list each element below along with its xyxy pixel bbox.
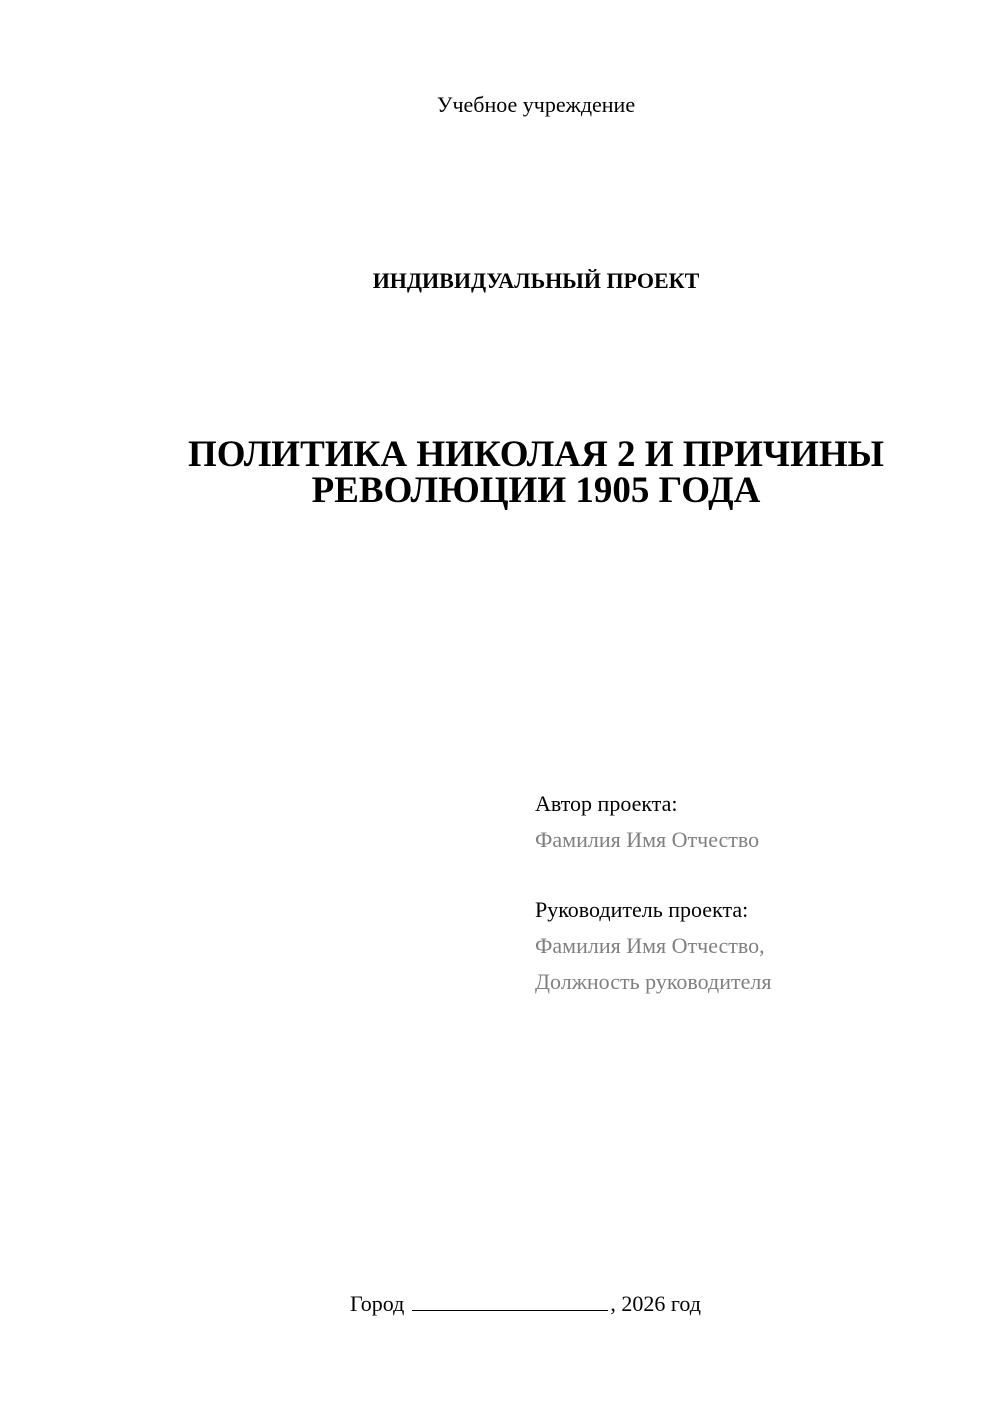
supervisor-block: [535, 892, 771, 1000]
project-title-line-2: РЕВОЛЮЦИИ 1905 ГОДА: [311, 470, 761, 511]
city-year-line: [350, 1290, 701, 1317]
project-title: [36, 434, 1000, 511]
supervisor-name: Фамилия Имя Отчество,: [535, 933, 765, 958]
institution-name: Учебное учреждение: [436, 92, 636, 117]
supervisor-label: Руководитель проекта:: [535, 897, 749, 922]
city-blank-line: [412, 1290, 608, 1311]
author-block: [535, 786, 759, 858]
project-type-heading: ИНДИВИДУАЛЬНЫЙ ПРОЕКТ: [372, 268, 700, 293]
author-name: Фамилия Имя Отчество: [535, 827, 760, 852]
year-text: , 2026 год: [610, 1291, 701, 1316]
supervisor-position: Должность руководителя: [535, 969, 772, 994]
project-title-line-1: ПОЛИТИКА НИКОЛАЯ 2 И ПРИЧИНЫ: [188, 434, 884, 475]
city-label: Город: [350, 1291, 405, 1316]
author-label: Автор проекта:: [535, 791, 678, 816]
